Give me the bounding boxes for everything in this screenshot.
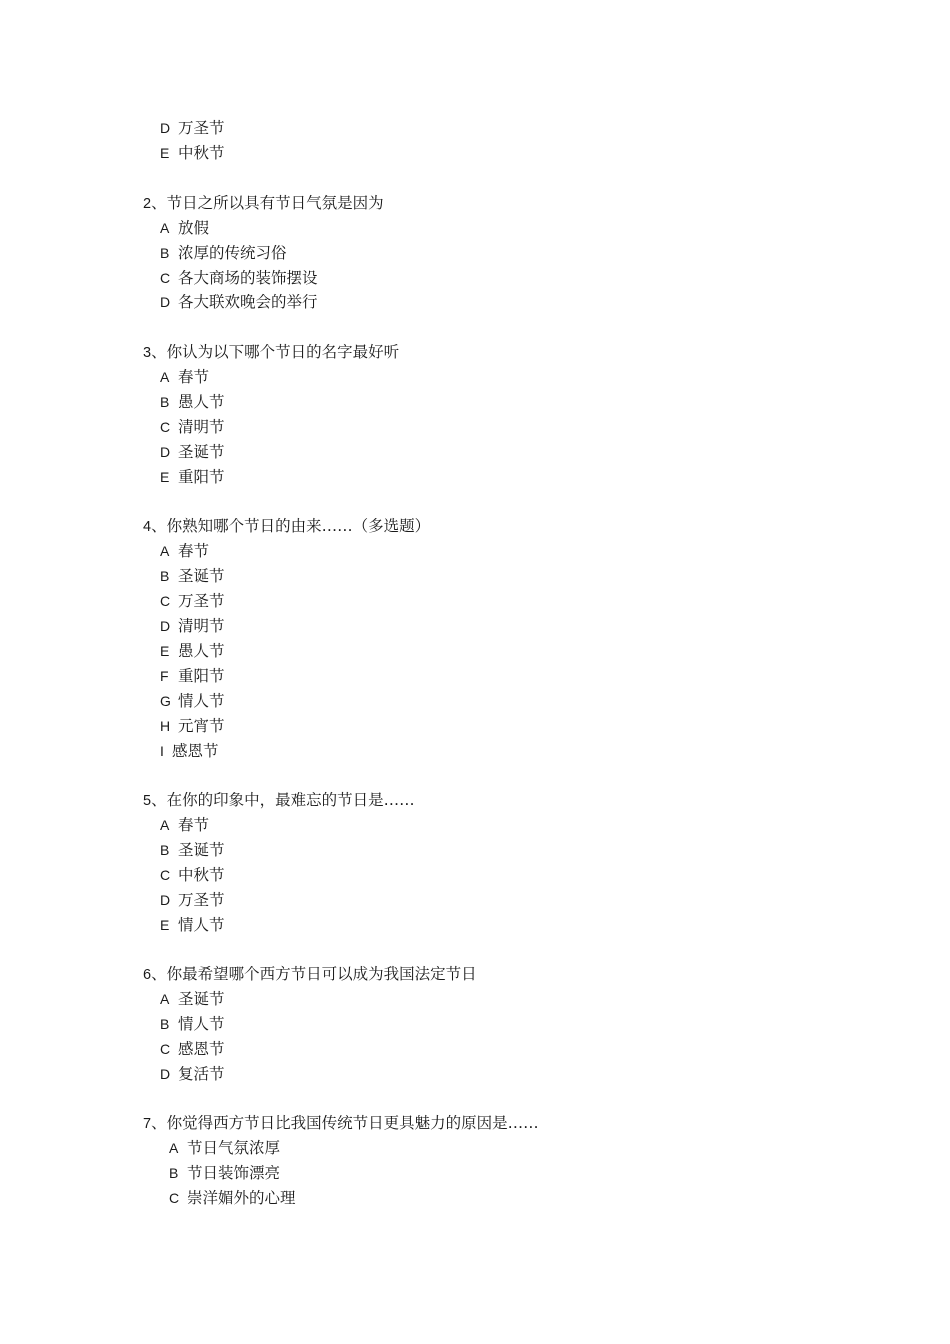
option-q6-b [160, 1012, 225, 1036]
option-q4-a [160, 539, 209, 563]
option-text: 中秋节 [178, 866, 225, 884]
option-text: 春节 [178, 816, 210, 834]
option-q4-f [160, 664, 225, 688]
question-number: 6 [143, 967, 152, 983]
option-letter: E [160, 469, 170, 485]
option-letter: B [160, 1016, 170, 1032]
option-text: 清明节 [178, 617, 225, 635]
option-q6-d [160, 1062, 225, 1086]
option-text: 节日装饰漂亮 [187, 1164, 281, 1182]
option-letter: B [160, 568, 170, 584]
option-q3-a [160, 365, 209, 389]
question-number: 4 [143, 519, 152, 535]
option-q4-h [160, 714, 225, 738]
option-letter: C [160, 270, 171, 286]
option-q5-a [160, 813, 209, 837]
option-letter: C [160, 1041, 171, 1057]
option-text: 清明节 [178, 418, 225, 436]
option-letter: A [160, 369, 170, 385]
option-text: 重阳节 [178, 667, 225, 685]
question-2 [143, 191, 384, 216]
option-letter: A [160, 543, 170, 559]
option-text: 各大联欢晚会的举行 [178, 293, 318, 311]
option-letter: A [160, 991, 170, 1007]
option-letter: F [160, 668, 169, 684]
question-3 [143, 340, 399, 365]
question-text: 、你熟知哪个节日的由来……（多选题） [151, 517, 431, 535]
option-text: 愚人节 [178, 642, 225, 660]
option-q1-e [160, 141, 225, 165]
option-letter: D [160, 120, 171, 136]
option-text: 情人节 [178, 916, 225, 934]
option-text: 节日气氛浓厚 [187, 1139, 281, 1157]
option-letter: B [160, 245, 170, 261]
option-q4-b [160, 564, 225, 588]
option-letter: C [160, 867, 171, 883]
option-text: 圣诞节 [178, 567, 225, 585]
option-text: 情人节 [178, 1015, 225, 1033]
option-letter: D [160, 1066, 171, 1082]
option-letter: A [169, 1140, 179, 1156]
option-letter: E [160, 643, 170, 659]
option-letter: E [160, 145, 170, 161]
option-letter: A [160, 817, 170, 833]
option-q2-a [160, 216, 209, 240]
option-text: 春节 [178, 542, 210, 560]
option-q5-c [160, 863, 225, 887]
option-text: 放假 [178, 219, 210, 237]
option-text: 圣诞节 [178, 841, 225, 859]
option-letter: D [160, 618, 171, 634]
option-q3-d [160, 440, 225, 464]
option-text: 情人节 [178, 692, 225, 710]
option-q3-b [160, 390, 225, 414]
option-text: 中秋节 [178, 144, 225, 162]
option-letter: B [169, 1165, 179, 1181]
question-5 [143, 788, 415, 813]
option-q3-c [160, 415, 225, 439]
option-q7-a [169, 1136, 280, 1160]
option-text: 浓厚的传统习俗 [178, 244, 287, 262]
option-letter: H [160, 718, 171, 734]
option-q4-e [160, 639, 225, 663]
option-letter: D [160, 892, 171, 908]
question-number: 7 [143, 1116, 152, 1132]
option-q4-i [160, 739, 219, 763]
option-text: 感恩节 [172, 742, 219, 760]
option-q1-d [160, 116, 225, 140]
question-number: 5 [143, 793, 152, 809]
option-letter: C [160, 419, 171, 435]
option-letter: B [160, 394, 170, 410]
option-text: 感恩节 [178, 1040, 225, 1058]
question-text: 、你最希望哪个西方节日可以成为我国法定节日 [151, 965, 477, 983]
option-text: 万圣节 [178, 119, 225, 137]
option-q2-b [160, 241, 287, 265]
option-q5-b [160, 838, 225, 862]
option-text: 圣诞节 [178, 443, 225, 461]
option-q4-g [160, 689, 225, 713]
option-text: 复活节 [178, 1065, 225, 1083]
option-q7-c [169, 1186, 296, 1210]
option-text: 圣诞节 [178, 990, 225, 1008]
option-letter: C [160, 593, 171, 609]
option-q4-c [160, 589, 225, 613]
option-text: 各大商场的装饰摆设 [178, 269, 318, 287]
option-q2-d [160, 290, 318, 314]
question-7 [143, 1111, 539, 1136]
question-4 [143, 514, 430, 539]
option-text: 万圣节 [178, 592, 225, 610]
question-text: 、你觉得西方节日比我国传统节日更具魅力的原因是…… [151, 1114, 539, 1132]
option-letter: I [160, 743, 164, 759]
option-q5-d [160, 888, 225, 912]
option-text: 愚人节 [178, 393, 225, 411]
option-letter: D [160, 294, 171, 310]
question-number: 2 [143, 196, 152, 212]
question-number: 3 [143, 345, 152, 361]
option-text: 崇洋媚外的心理 [187, 1189, 296, 1207]
option-letter: D [160, 444, 171, 460]
option-q6-c [160, 1037, 225, 1061]
option-letter: E [160, 917, 170, 933]
option-letter: B [160, 842, 170, 858]
option-text: 春节 [178, 368, 210, 386]
option-q5-e [160, 913, 225, 937]
option-text: 重阳节 [178, 468, 225, 486]
question-text: 、你认为以下哪个节日的名字最好听 [151, 343, 400, 361]
option-q4-d [160, 614, 225, 638]
question-text: 、节日之所以具有节日气氛是因为 [151, 194, 384, 212]
question-text: 、在你的印象中，最难忘的节日是…… [151, 791, 415, 809]
question-6 [143, 962, 477, 987]
option-letter: A [160, 220, 170, 236]
option-q6-a [160, 987, 225, 1011]
option-letter: C [169, 1190, 180, 1206]
option-q3-e [160, 465, 225, 489]
option-text: 元宵节 [178, 717, 225, 735]
option-text: 万圣节 [178, 891, 225, 909]
option-q7-b [169, 1161, 280, 1185]
option-letter: G [160, 693, 171, 709]
option-q2-c [160, 266, 318, 290]
